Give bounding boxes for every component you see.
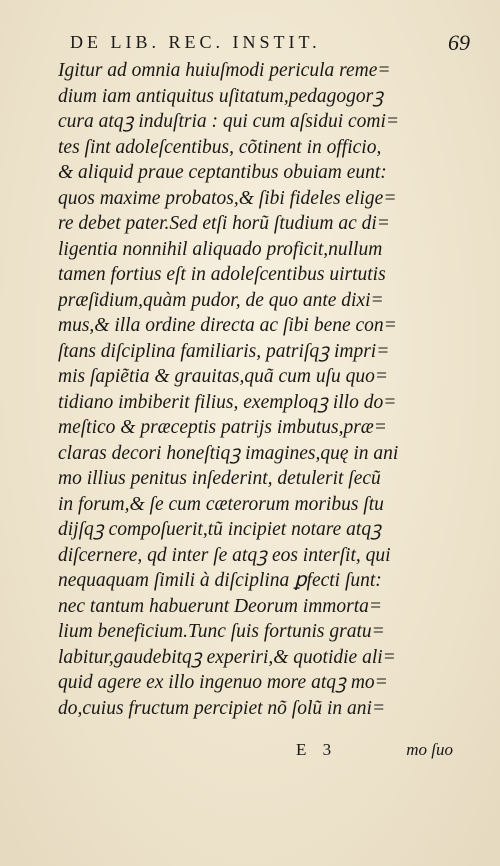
text-line: quid agere ex illo ingenuo more atqꝫ mo= (58, 672, 388, 693)
page-footer (58, 740, 453, 766)
text-line: ſtans diſciplina familiaris, patriſqꝫ impri= (58, 340, 390, 362)
text-line: ligentia nonnihil aliquado proficit,nullum (58, 238, 383, 260)
text-line: re debet pater.Sed etſi horũ ſtudium ac di= (58, 213, 390, 234)
text-line: mo illius penitus inſederint, detulerit ſecũ (58, 468, 381, 489)
text-line: tidiano imbiberit filius, exemploqꝫ illo do= (58, 391, 397, 413)
text-line: nec tantum habuerunt Deorum immorta= (58, 595, 383, 617)
text-line: mis ſapiẽtia & grauitas,quã cum uſu quo= (58, 366, 389, 387)
text-line: tamen fortius eſt in adoleſcentibus uirtutis (58, 264, 386, 285)
text-line: claras decori honeſtiqꝫ imagines,quę in ani (58, 442, 399, 464)
text-line: lium beneficium.Tunc ſuis fortunis gratu= (58, 621, 385, 642)
text-line: diſcernere, qd inter ſe atqꝫ eos interſit, qui (58, 544, 391, 566)
text-line: dium iam antiquitus uſitatum,pedagogorꝫ (58, 85, 384, 107)
text-line: & aliquid praue ceptantibus obuiam eunt: (58, 162, 387, 183)
text-line: Igitur ad omnia huiuſmodi pericula reme= (58, 60, 391, 81)
text-line: labitur,gaudebitqꝫ experiri,& quotidie ali= (58, 646, 396, 668)
text-line: dijſqꝫ compoſuerit,tũ incipiet notare atqꝫ (58, 519, 382, 540)
text-line: meſtico & præceptis patrijs imbutus,præ= (58, 417, 387, 438)
text-line: quos maxime probatos,& ſibi fideles elige= (58, 187, 397, 209)
text-line: mus,& illa ordine directa ac ſibi bene con= (58, 315, 397, 336)
text-line: in forum,& ſe cum cæterorum moribus ſtu (58, 493, 384, 515)
text-line: tes ſint adoleſcentibus, cõtinent in officio, (58, 136, 382, 158)
text-line: nequaquam ſimili à diſciplina ꝑfecti ſunt: (58, 570, 382, 591)
text-line: præſidium,quàm pudor, de quo ante dixi= (58, 289, 384, 311)
running-head: DE LIB. REC. INSTIT. (70, 32, 321, 52)
signature-mark: E 3 (296, 740, 338, 759)
page-header (70, 30, 470, 58)
page-number: 69 (448, 30, 470, 55)
body-text (58, 58, 453, 721)
catchword: mo ſuo (406, 740, 453, 759)
text-line: do,cuius fructum percipiet nõ ſolũ in ani= (58, 697, 386, 719)
text-line: cura atqꝫ induſtria : qui cum aſsidui comi= (58, 111, 400, 132)
